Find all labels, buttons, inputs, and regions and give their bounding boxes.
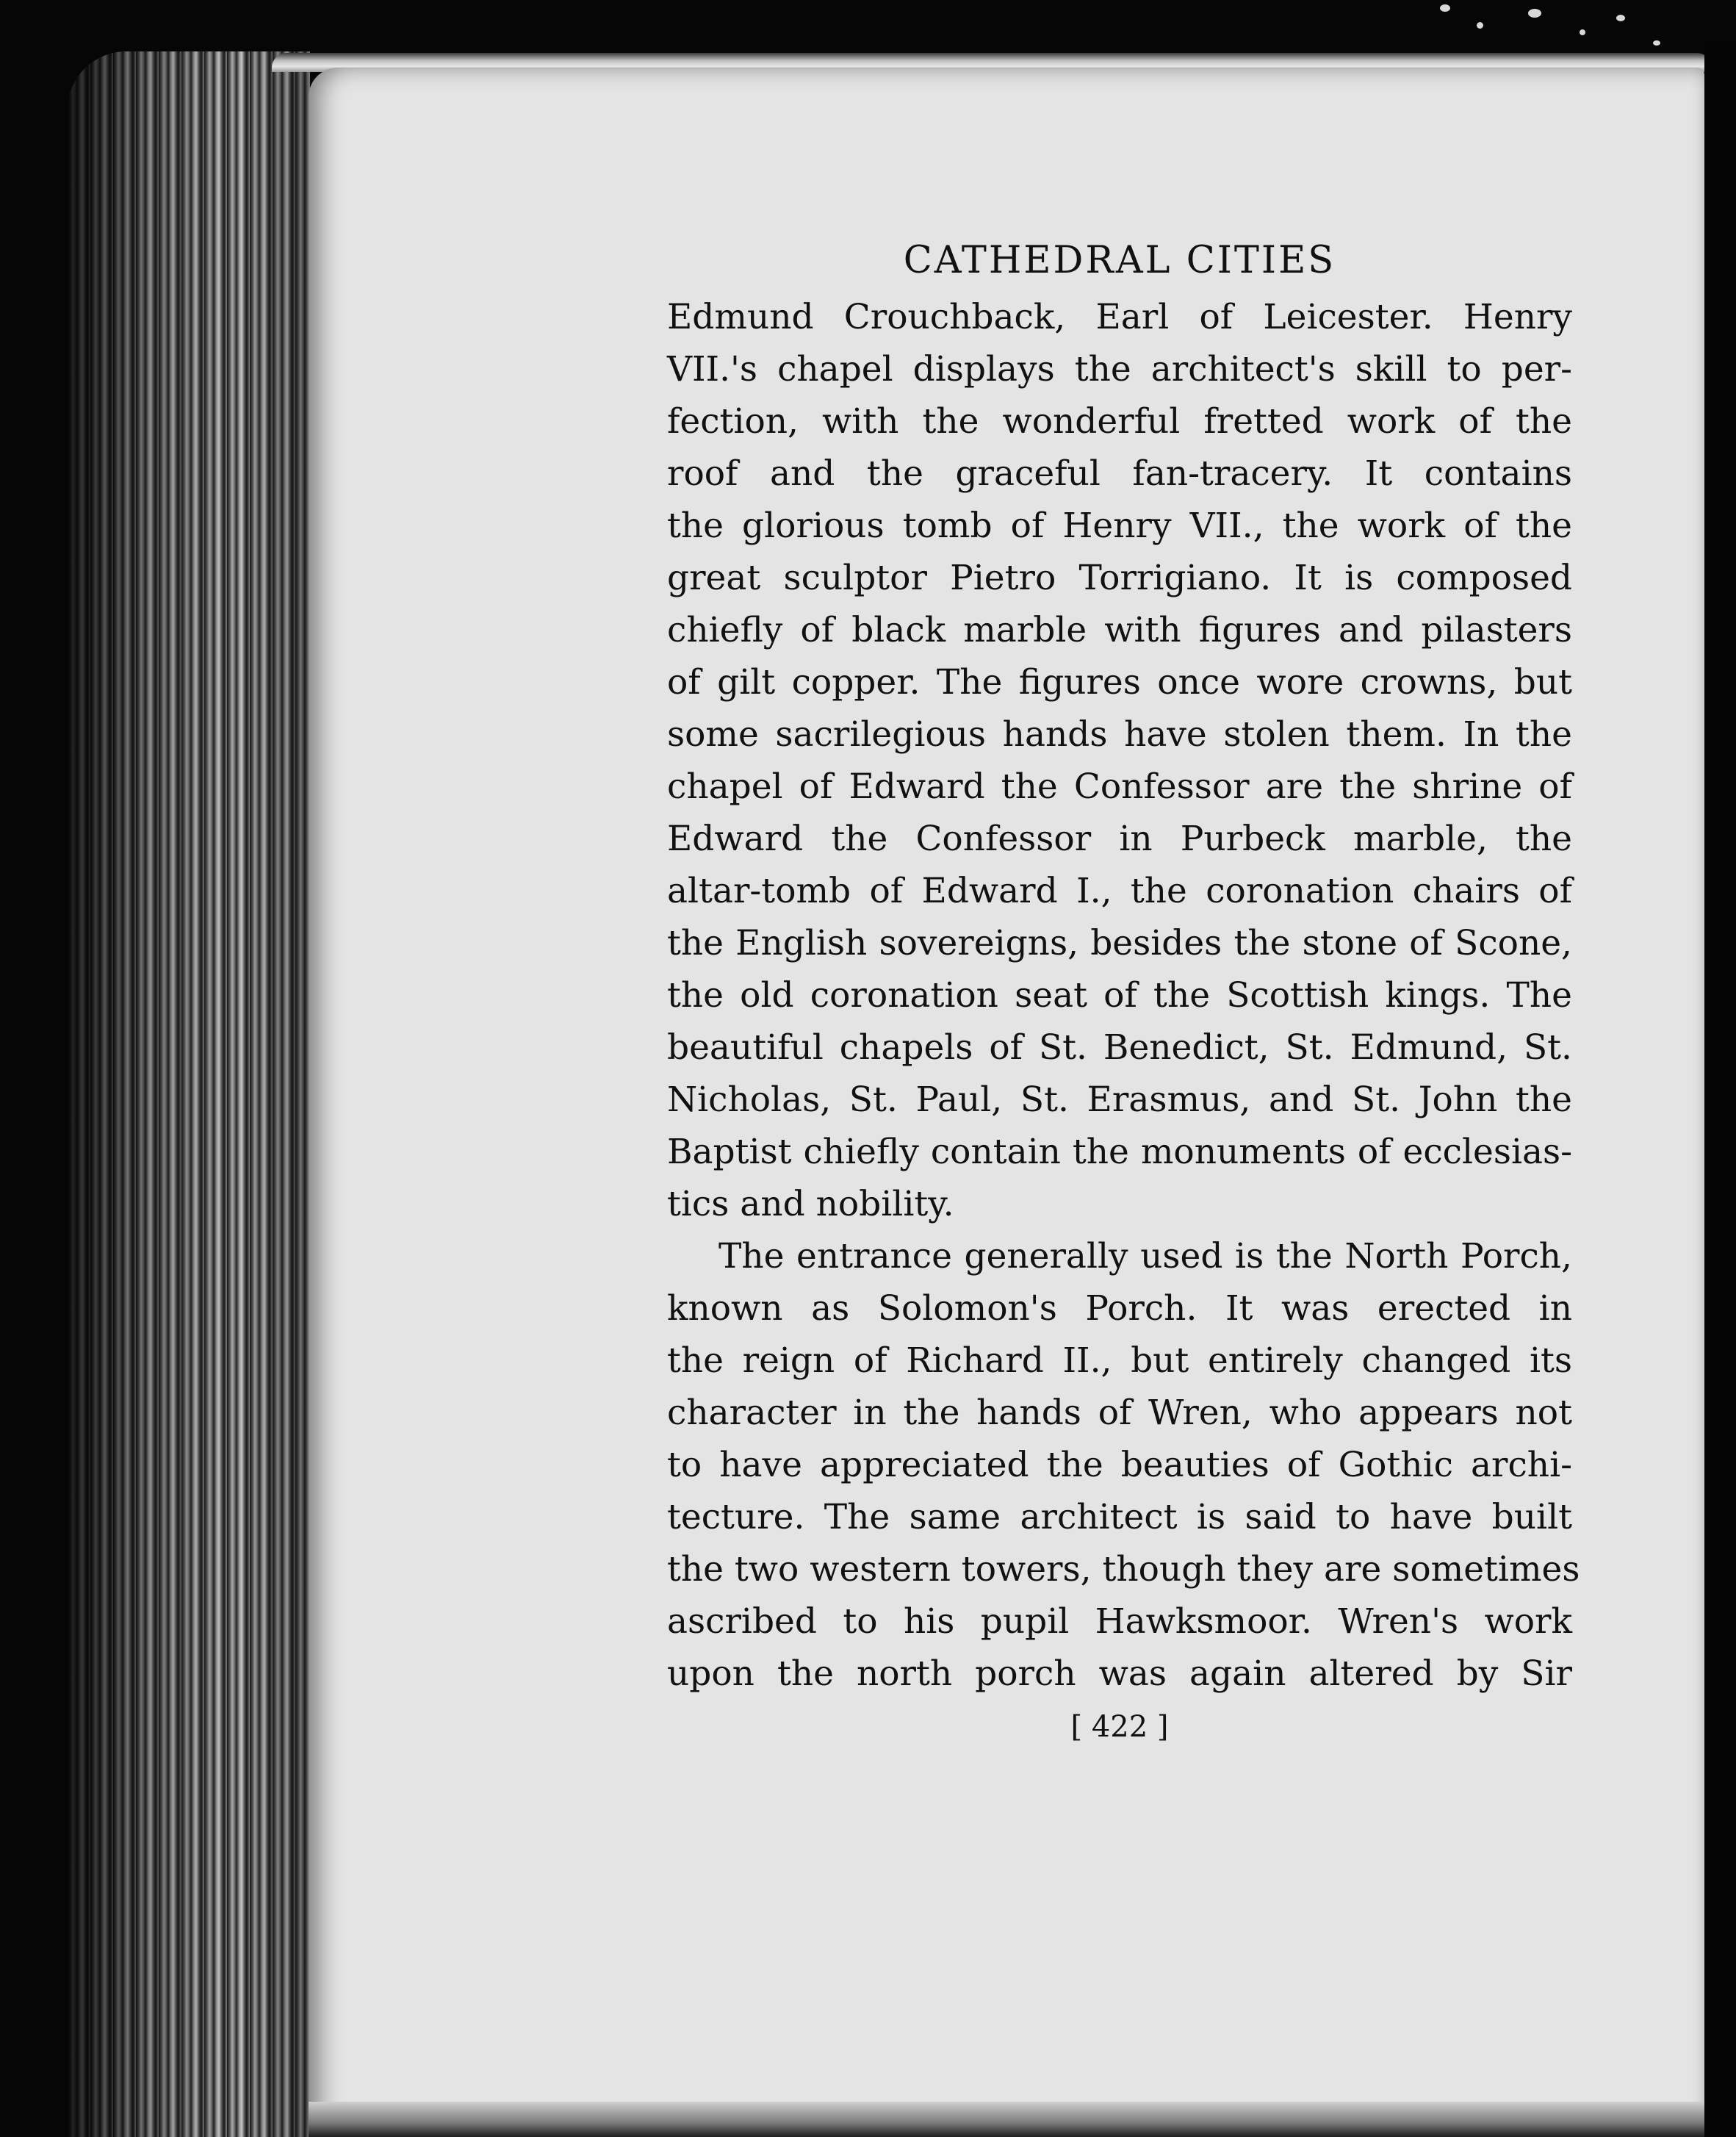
page-text-block xyxy=(667,235,1580,1753)
scan-speck xyxy=(1616,15,1625,21)
scan-speck xyxy=(1440,4,1450,12)
right-margin-dark xyxy=(1704,44,1736,2137)
text-line: Baptist chiefly contain the monuments of ecclesias- xyxy=(667,1132,1572,1172)
text-line: the two western towers, though they are sometimes xyxy=(667,1549,1580,1590)
text-line: to have appreciated the beauties of Gothic archi- xyxy=(667,1445,1572,1485)
text-line: the English sovereigns, besides the stone of Scone, xyxy=(667,923,1572,963)
text-line: tecture. The same architect is said to have built xyxy=(667,1497,1572,1537)
scan-speck xyxy=(1528,9,1541,18)
text-line: ascribed to his pupil Hawksmoor. Wren's work xyxy=(667,1601,1572,1642)
text-line: of gilt copper. The figures once wore crowns, but xyxy=(667,662,1572,703)
scan-speck xyxy=(1580,29,1585,35)
text-line: fection, with the wonderful fretted work of the xyxy=(667,401,1572,442)
paragraph-1 xyxy=(667,291,1572,1230)
text-line: the glorious tomb of Henry VII., the work of the xyxy=(667,506,1572,546)
text-line: upon the north porch was again altered by Sir xyxy=(667,1653,1572,1694)
text-line: The entrance generally used is the North Porch, xyxy=(718,1236,1572,1276)
text-line: beautiful chapels of St. Benedict, St. Edmund, St. xyxy=(667,1027,1572,1068)
text-line: character in the hands of Wren, who appears not xyxy=(667,1393,1572,1433)
text-line: great sculptor Pietro Torrigiano. It is composed xyxy=(667,558,1572,598)
book-bottom-rim xyxy=(309,2102,1704,2137)
text-line: chiefly of black marble with figures and pilasters xyxy=(667,610,1572,650)
text-line: VII.'s chapel displays the architect's skill to per- xyxy=(667,349,1572,389)
page-number: [ 422 ] xyxy=(1070,1710,1169,1744)
text-line: altar-tomb of Edward I., the coronation chairs of xyxy=(667,871,1572,911)
text-line: some sacrilegious hands have stolen them. In the xyxy=(667,714,1572,755)
text-line: known as Solomon's Porch. It was erected in xyxy=(667,1288,1572,1329)
text-line: tics and nobility. xyxy=(667,1184,954,1224)
text-line: Nicholas, St. Paul, St. Erasmus, and St. John the xyxy=(667,1080,1572,1120)
text-line: the reign of Richard II., but entirely changed its xyxy=(667,1340,1572,1381)
text-line: roof and the graceful fan-tracery. It contains xyxy=(667,453,1572,494)
text-line: chapel of Edward the Confessor are the shrine of xyxy=(667,766,1572,807)
text-line: Edward the Confessor in Purbeck marble, the xyxy=(667,819,1572,859)
paragraph-2 xyxy=(667,1230,1580,1700)
text-line: the old coronation seat of the Scottish kings. The xyxy=(667,975,1572,1016)
page-edges-shadow xyxy=(68,51,310,2137)
text-line: Edmund Crouchback, Earl of Leicester. Henry xyxy=(667,297,1572,337)
scan-speck xyxy=(1653,40,1660,46)
scan-speck xyxy=(1477,22,1483,29)
running-head: CATHEDRAL CITIES xyxy=(903,239,1336,282)
